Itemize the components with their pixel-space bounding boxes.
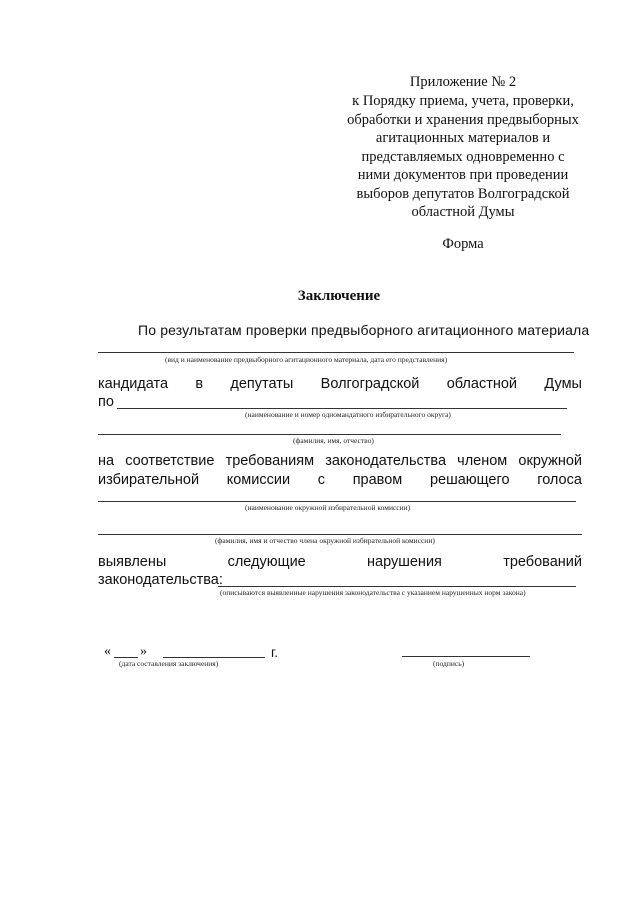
document-title: Заключение: [297, 288, 381, 304]
header-line-4: представляемых одновременно с: [361, 149, 565, 165]
header-line-7: областной Думы: [411, 204, 515, 220]
violations-row: [98, 554, 582, 570]
commission-hint: (наименование окружной избирательной комиссии): [245, 503, 411, 512]
district-line: [117, 408, 567, 409]
compliance-word-6: окружной: [518, 453, 582, 469]
header-line-6: выборов депутатов Волгоградской: [356, 186, 570, 202]
violations-label: законодательства:: [98, 572, 223, 588]
member-line: [98, 534, 582, 535]
compliance-word-9: с: [317, 472, 326, 488]
candidate-word-2: в: [195, 376, 204, 392]
candidate-row: [98, 376, 582, 392]
violations-line: [218, 586, 576, 587]
date-month-line: [163, 657, 265, 658]
compliance-word-12: голоса: [537, 472, 582, 488]
compliance-word-2: соответствие: [125, 453, 215, 469]
compliance-word-11: решающего: [429, 472, 510, 488]
compliance-word-5: членом: [457, 453, 508, 469]
compliance-word-3: требованиям: [225, 453, 315, 469]
year-suffix: г.: [271, 645, 279, 660]
po-label: по: [98, 394, 114, 410]
candidate-word-1: кандидата: [98, 376, 169, 392]
commission-line: [98, 501, 576, 502]
violations-word-3: нарушения: [367, 554, 442, 570]
district-hint: (наименование и номер одномандатного избирательного округа): [245, 410, 451, 419]
candidate-word-5: областной: [446, 376, 518, 392]
candidate-name-hint: (фамилия, имя, отчество): [293, 436, 374, 445]
compliance-row-2: [98, 472, 582, 488]
intro-text: По результатам проверки предвыборного агитационного материала: [138, 322, 590, 338]
header-line-2: обработки и хранения предвыборных: [347, 112, 579, 128]
candidate-name-line: [98, 434, 561, 435]
compliance-word-1: на: [98, 453, 115, 469]
compliance-word-7: избирательной: [98, 472, 200, 488]
compliance-row-1: [98, 453, 582, 469]
appendix-number: Приложение № 2: [409, 74, 517, 90]
candidate-word-4: Волгоградской: [320, 376, 420, 392]
date-close-quote: »: [140, 644, 147, 659]
violations-word-4: требований: [503, 554, 582, 570]
violations-hint: (описываются выявленные нарушения законодательства с указанием нарушенных норм закона): [220, 588, 526, 597]
date-open-quote: «: [104, 644, 111, 659]
material-line: [98, 352, 574, 353]
violations-word-2: следующие: [227, 554, 306, 570]
date-hint: (дата составления заключения): [119, 659, 219, 668]
violations-word-1: выявлены: [98, 554, 167, 570]
header-line-1: к Порядку приема, учета, проверки,: [352, 93, 574, 109]
compliance-word-8: комиссии: [226, 472, 291, 488]
compliance-word-10: правом: [352, 472, 403, 488]
member-hint: (фамилия, имя и отчество члена окружной избирательной комиссии): [215, 536, 435, 545]
form-label: Форма: [442, 236, 484, 252]
date-day-line: [114, 657, 138, 658]
signature-hint: (подпись): [433, 659, 465, 668]
candidate-word-6: Думы: [544, 376, 582, 392]
material-hint: (вид и наименование предвыборного агитационного материала, дата его представления): [165, 355, 448, 364]
compliance-word-4: законодательства: [325, 453, 447, 469]
signature-line: [402, 656, 530, 657]
header-line-5: ними документов при проведении: [357, 167, 569, 183]
header-line-3: агитационных материалов и: [375, 130, 551, 146]
candidate-word-3: депутаты: [230, 376, 294, 392]
